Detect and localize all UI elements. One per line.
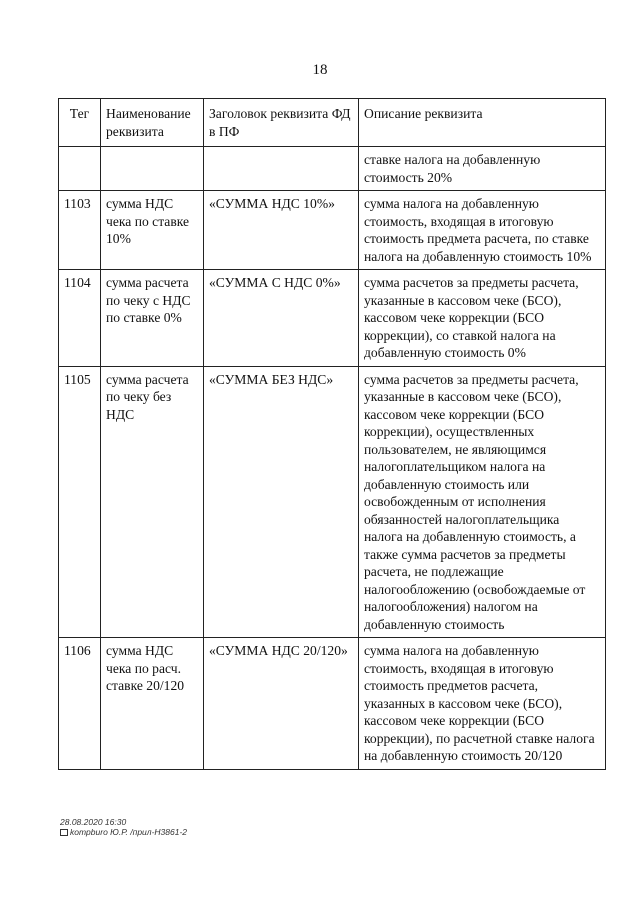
cell-title: «СУММА НДС 10%» <box>204 191 359 270</box>
requisites-table <box>58 98 606 770</box>
cell-title: «СУММА НДС 20/120» <box>204 638 359 770</box>
cell-tag <box>59 147 101 191</box>
cell-description: сумма налога на добавленную стоимость, входящая в итоговую стоимость предмета расчета, по ставке налога на добавленную стоимость 10% <box>359 191 606 270</box>
cell-description: сумма расчетов за предметы расчета, указанные в кассовом чеке (БСО), кассовом чеке коррекции (БСО коррекции), осуществленных пользователем, не являющимся налогоплательщиком налога на добавленную стоимость или освобожденным от исполнения обязанностей налогоплательщика налога на добавленную стоимость, а также сумма расчетов за предметы расчета, не подлежащие налогообложению (освобождаемые от налогообложения) налогом на добавленную стоимость <box>359 366 606 638</box>
header-name: Наименование реквизита <box>101 99 204 147</box>
cell-name: сумма НДС чека по расч. ставке 20/120 <box>101 638 204 770</box>
footer-date: 28.08.2020 16:30 <box>60 817 127 827</box>
cell-title: «СУММА С НДС 0%» <box>204 270 359 367</box>
footer-doc-ref-line <box>60 827 187 837</box>
cell-description: сумма расчетов за предметы расчета, указанные в кассовом чеке (БСО), кассовом чеке коррекции (БСО коррекции), со ставкой налога на добавленную стоимость 0% <box>359 270 606 367</box>
table-row <box>59 270 606 367</box>
document-footer <box>60 817 187 837</box>
cell-tag: 1105 <box>59 366 101 638</box>
cell-tag: 1104 <box>59 270 101 367</box>
cell-description: ставке налога на добавленную стоимость 20% <box>359 147 606 191</box>
table-row <box>59 366 606 638</box>
cell-name <box>101 147 204 191</box>
table-row <box>59 147 606 191</box>
cell-name: сумма НДС чека по ставке 10% <box>101 191 204 270</box>
footer-doc-ref: kompburo Ю.Р. /прил-Н3861-2 <box>70 827 188 837</box>
table-row <box>59 638 606 770</box>
cell-title <box>204 147 359 191</box>
cell-tag: 1106 <box>59 638 101 770</box>
cell-tag: 1103 <box>59 191 101 270</box>
cell-name: сумма расчета по чеку без НДС <box>101 366 204 638</box>
header-tag: Тег <box>59 99 101 147</box>
cell-description: сумма налога на добавленную стоимость, входящая в итоговую стоимость предметов расчета, указанных в кассовом чеке (БСО), кассовом чеке коррекции (БСО коррекции), по расчетной ставке налога на добавленную стоимость 20/120 <box>359 638 606 770</box>
header-title: Заголовок реквизита ФД в ПФ <box>204 99 359 147</box>
cell-name: сумма расчета по чеку с НДС по ставке 0% <box>101 270 204 367</box>
table-header-row <box>59 99 606 147</box>
table-row <box>59 191 606 270</box>
header-description: Описание реквизита <box>359 99 606 147</box>
page-number: 18 <box>312 62 328 78</box>
document-icon <box>60 829 68 836</box>
cell-title: «СУММА БЕЗ НДС» <box>204 366 359 638</box>
